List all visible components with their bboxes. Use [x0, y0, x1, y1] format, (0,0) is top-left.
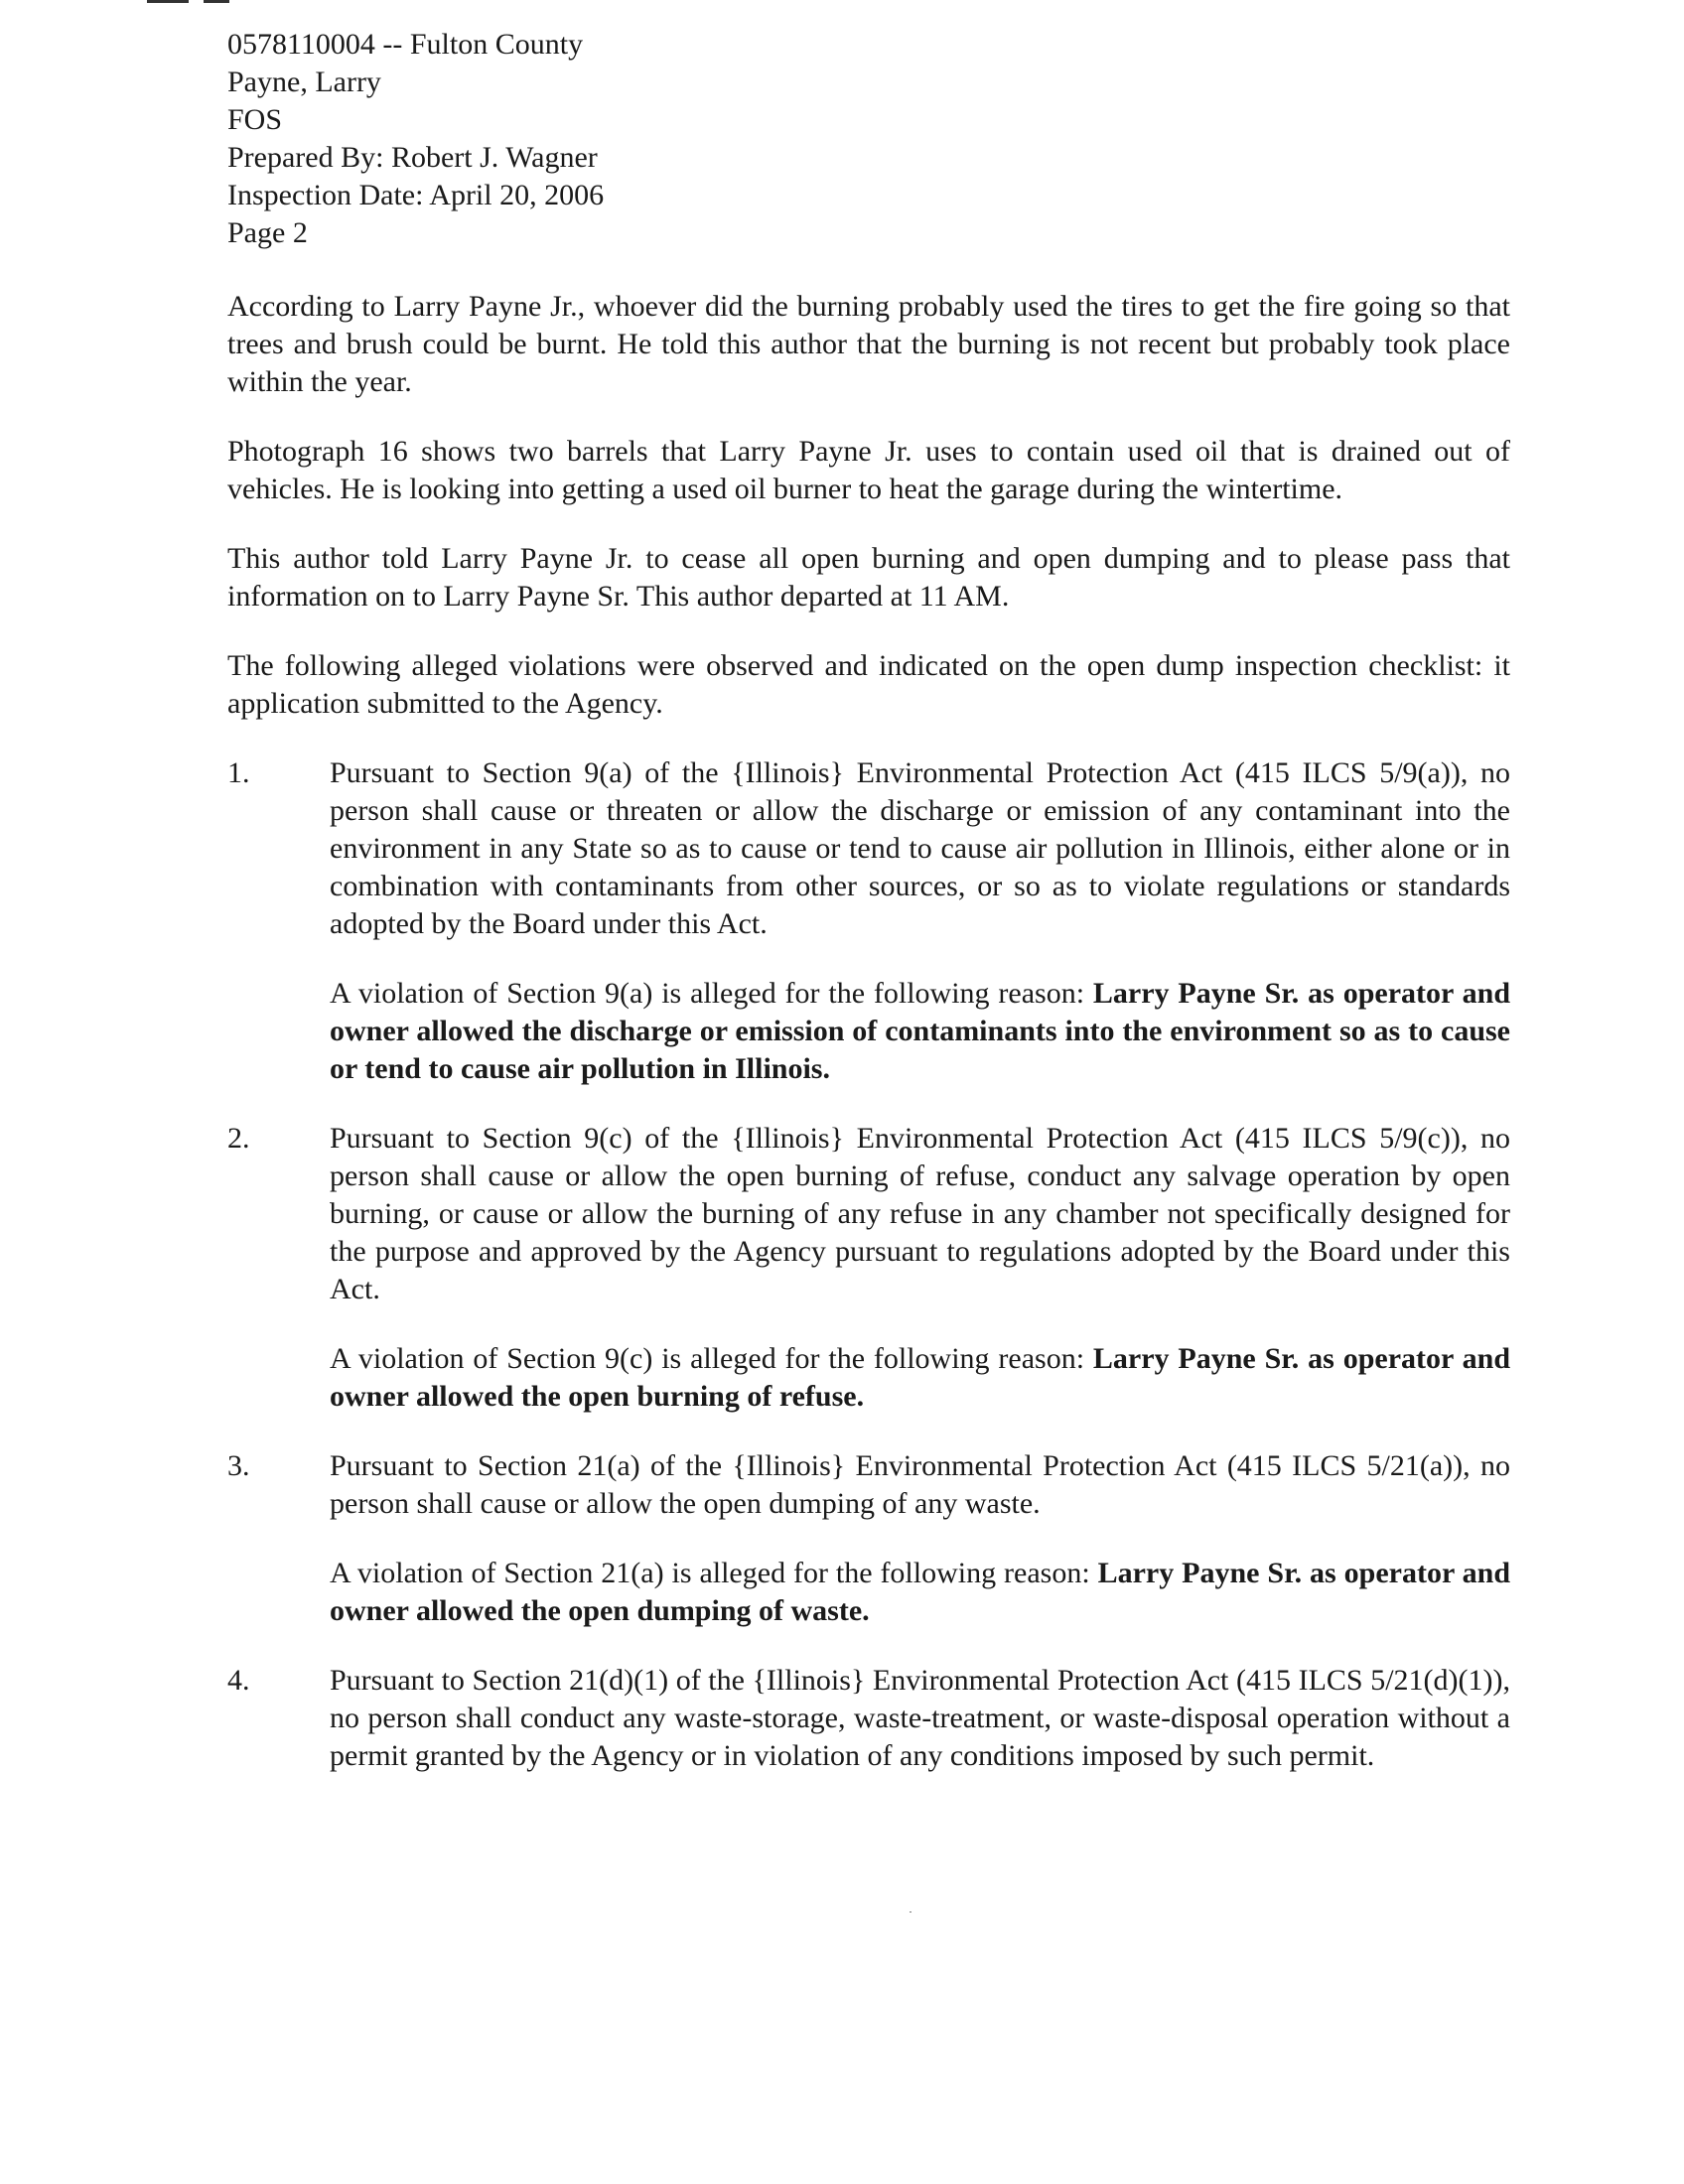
violation-number: 1.: [227, 756, 250, 789]
violation-number: 2.: [227, 1122, 250, 1155]
document-header: [227, 26, 1510, 252]
reason-intro: A violation of Section 9(c) is alleged for the following reason:: [330, 1342, 1093, 1375]
body-paragraph: Photograph 16 shows two barrels that Larry Payne Jr. uses to contain used oil that is drained out of vehicles. He is looking into getting a used oil burner to heat the garage during the wintertime.: [227, 435, 1510, 505]
reason-finding: Larry Payne Sr. as operator and owner allowed the open burning of refuse.: [330, 1342, 1510, 1413]
body-paragraph: The following alleged violations were observed and indicated on the open dump inspection checklist: it application submitted to the Agency.: [227, 649, 1510, 720]
violation-text: Pursuant to Section 9(a) of the {Illinois} Environmental Protection Act (415 ILCS 5/9(a)), no person shall cause or threaten or allow the discharge or emission of any contaminant into the environment in any State so as to cause or tend to cause air pollution in Illinois, either alone or in combination with contaminants from other sources, or so as to violate regulations or standards adopted by the Board under this Act.: [330, 756, 1510, 940]
reason-finding: Larry Payne Sr. as operator and owner allowed the discharge or emission of contaminants into the environment so as to cause or tend to cause air pollution in Illinois.: [330, 977, 1510, 1085]
violation-number: 3.: [227, 1449, 250, 1482]
body-paragraph: According to Larry Payne Jr., whoever did the burning probably used the tires to get the fire going so that trees and brush could be burnt. He told this author that the burning is not recent but probably took place within the year.: [227, 290, 1510, 398]
document-page: [227, 26, 1510, 1807]
page-number-line: Page 2: [227, 216, 308, 249]
violation-item: [227, 1120, 1510, 1416]
violation-text: Pursuant to Section 21(d)(1) of the {Illinois} Environmental Protection Act (415 ILCS 5/21(d)(1)), no person shall conduct any waste-storage, waste-treatment, or waste-disposal operation without a permit granted by the Agency or in violation of any conditions imposed by such permit.: [330, 1664, 1510, 1772]
subject-name-line: Payne, Larry: [227, 66, 381, 98]
scan-speck: [910, 1911, 912, 1913]
region-line: FOS: [227, 103, 283, 136]
reason-intro: A violation of Section 9(a) is alleged for the following reason:: [330, 977, 1093, 1010]
violation-item: [227, 1447, 1510, 1630]
violation-number: 4.: [227, 1664, 250, 1697]
violation-text: Pursuant to Section 9(c) of the {Illinois} Environmental Protection Act (415 ILCS 5/9(c)), no person shall cause or allow the open burning of refuse, conduct any salvage operation by open burning, or cause or allow the burning of any refuse in any chamber not specifically designed for the purpose and approved by the Agency pursuant to regulations adopted by the Board under this Act.: [330, 1122, 1510, 1305]
inspection-date-line: Inspection Date: April 20, 2006: [227, 179, 605, 211]
body-paragraph: This author told Larry Payne Jr. to cease all open burning and open dumping and to please pass that information on to Larry Payne Sr. This author departed at 11 AM.: [227, 542, 1510, 613]
reason-finding: Larry Payne Sr. as operator and owner allowed the open dumping of waste.: [330, 1557, 1510, 1627]
scan-artifact: [204, 0, 229, 3]
case-id-line: 0578110004 -- Fulton County: [227, 28, 584, 61]
prepared-by-line: Prepared By: Robert J. Wagner: [227, 141, 598, 174]
violation-text: Pursuant to Section 21(a) of the {Illinois} Environmental Protection Act (415 ILCS 5/21(a)), no person shall cause or allow the open dumping of any waste.: [330, 1449, 1510, 1520]
violation-item: [227, 754, 1510, 1088]
violation-reason: [330, 975, 1510, 1088]
reason-intro: A violation of Section 21(a) is alleged for the following reason:: [330, 1557, 1098, 1589]
violation-reason: [330, 1340, 1510, 1416]
scan-artifact: [147, 0, 189, 3]
violation-item: [227, 1662, 1510, 1775]
violation-reason: [330, 1555, 1510, 1630]
